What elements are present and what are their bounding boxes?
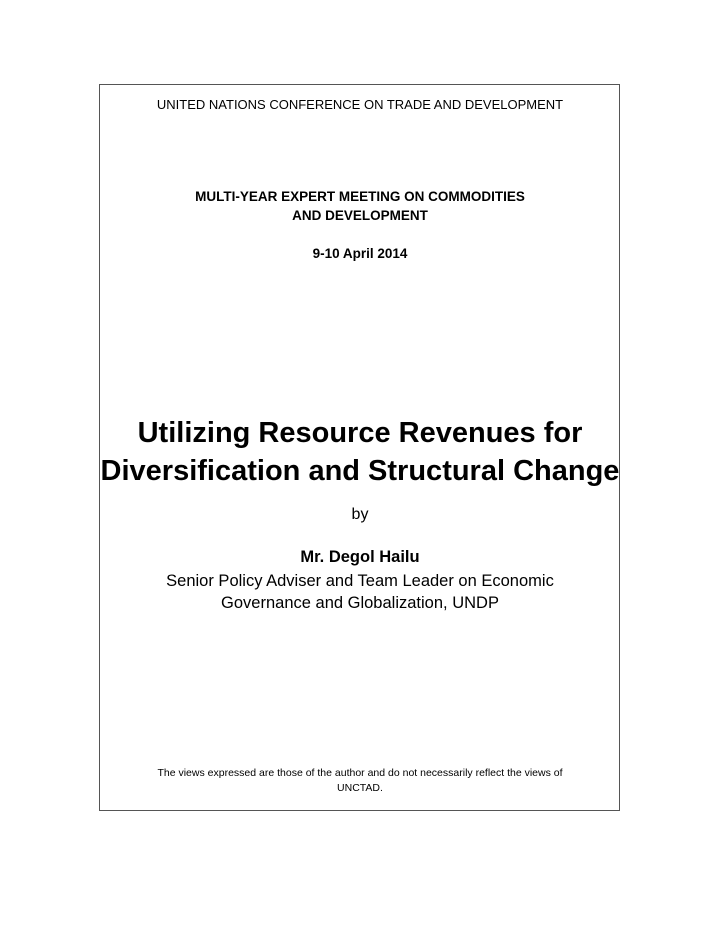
disclaimer-line-2: UNCTAD. xyxy=(337,782,383,794)
document-title xyxy=(0,414,720,490)
document-title-line-2: Diversification and Structural Change xyxy=(100,455,620,487)
meeting-title xyxy=(0,187,720,225)
meeting-date: 9-10 April 2014 xyxy=(312,246,408,261)
organization-name: UNITED NATIONS CONFERENCE ON TRADE AND DEVELOPMENT xyxy=(156,97,564,112)
disclaimer-line-1: The views expressed are those of the author and do not necessarily reflect the views of xyxy=(157,767,563,779)
disclaimer xyxy=(0,766,720,796)
author-name: Mr. Degol Hailu xyxy=(300,548,420,566)
meeting-title-line-2: AND DEVELOPMENT xyxy=(292,208,428,223)
document-title-line-1: Utilizing Resource Revenues for xyxy=(137,417,583,449)
meeting-title-line-1: MULTI-YEAR EXPERT MEETING ON COMMODITIES xyxy=(195,189,525,204)
by-label: by xyxy=(351,506,369,523)
author-position xyxy=(0,570,720,614)
author-position-line-1: Senior Policy Adviser and Team Leader on Economic xyxy=(166,572,554,590)
author-position-line-2: Governance and Globalization, UNDP xyxy=(221,594,499,612)
